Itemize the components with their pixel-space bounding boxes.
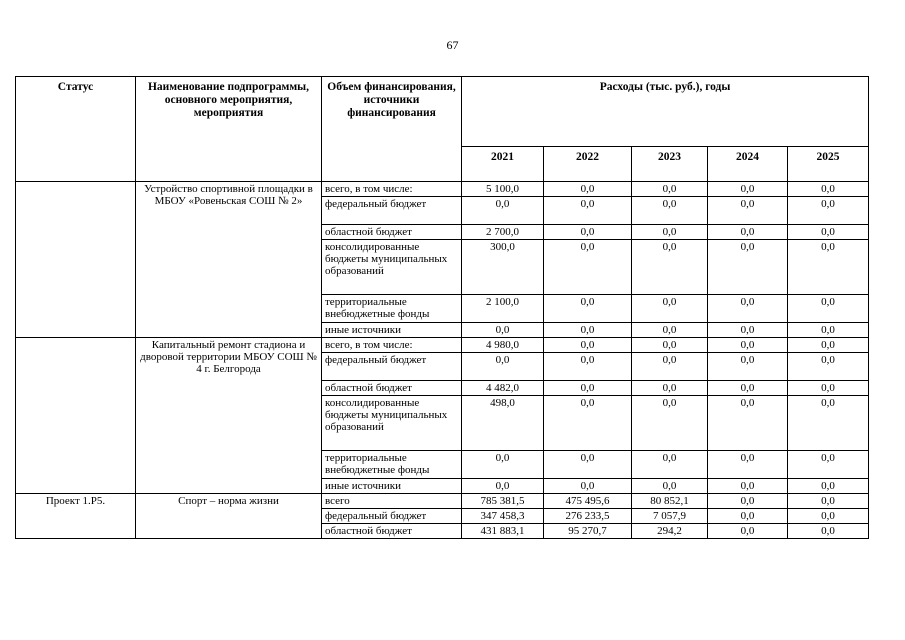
value-cell: 0,0 [788,295,869,323]
header-year: 2021 [462,147,544,182]
value-cell: 0,0 [544,240,632,295]
value-cell: 2 700,0 [462,225,544,240]
source-cell: территориальные внебюджетные фонды [322,295,462,323]
value-cell: 0,0 [788,225,869,240]
value-cell: 0,0 [544,295,632,323]
status-cell [16,338,136,494]
source-cell: областной бюджет [322,381,462,396]
value-cell: 0,0 [632,240,708,295]
value-cell: 0,0 [632,381,708,396]
header-year: 2022 [544,147,632,182]
value-cell: 0,0 [462,323,544,338]
value-cell: 475 495,6 [544,494,632,509]
value-cell: 0,0 [788,182,869,197]
value-cell: 4 482,0 [462,381,544,396]
value-cell: 0,0 [632,353,708,381]
value-cell: 0,0 [788,381,869,396]
value-cell: 347 458,3 [462,509,544,524]
value-cell: 785 381,5 [462,494,544,509]
value-cell: 95 270,7 [544,524,632,539]
page-number: 67 [446,38,459,52]
header-year: 2024 [708,147,788,182]
value-cell: 0,0 [788,396,869,451]
value-cell: 0,0 [632,451,708,479]
value-cell: 0,0 [788,524,869,539]
source-cell: всего, в том числе: [322,338,462,353]
value-cell: 0,0 [544,323,632,338]
value-cell: 0,0 [788,509,869,524]
status-cell: Проект 1.Р5. [16,494,136,539]
value-cell: 0,0 [788,494,869,509]
value-cell: 0,0 [708,451,788,479]
source-cell: консолидированные бюджеты муниципальных образований [322,396,462,451]
value-cell: 431 883,1 [462,524,544,539]
value-cell: 0,0 [788,197,869,225]
value-cell: 2 100,0 [462,295,544,323]
value-cell: 0,0 [708,295,788,323]
value-cell: 80 852,1 [632,494,708,509]
value-cell: 0,0 [708,494,788,509]
value-cell: 0,0 [708,240,788,295]
table-row [16,494,869,509]
value-cell: 0,0 [788,479,869,494]
value-cell: 0,0 [632,197,708,225]
value-cell: 0,0 [708,197,788,225]
value-cell: 0,0 [462,197,544,225]
value-cell: 0,0 [632,338,708,353]
value-cell: 0,0 [544,479,632,494]
measure-name-cell: Устройство спортивной площадки в МБОУ «Ровеньская СОШ № 2» [136,182,322,338]
source-cell: иные источники [322,323,462,338]
value-cell: 0,0 [708,479,788,494]
source-cell: всего [322,494,462,509]
measure-name-cell: Капитальный ремонт стадиона и дворовой территории МБОУ СОШ № 4 г. Белгорода [136,338,322,494]
value-cell: 0,0 [462,353,544,381]
value-cell: 7 057,9 [632,509,708,524]
value-cell: 0,0 [462,451,544,479]
value-cell: 0,0 [632,295,708,323]
value-cell: 0,0 [544,338,632,353]
value-cell: 0,0 [544,396,632,451]
value-cell: 0,0 [708,381,788,396]
value-cell: 300,0 [462,240,544,295]
value-cell: 0,0 [788,323,869,338]
value-cell: 0,0 [632,396,708,451]
header-year: 2025 [788,147,869,182]
source-cell: областной бюджет [322,225,462,240]
header-status: Статус [16,77,136,182]
value-cell: 0,0 [544,381,632,396]
value-cell: 0,0 [788,353,869,381]
value-cell: 0,0 [788,240,869,295]
value-cell: 0,0 [544,353,632,381]
status-cell [16,182,136,338]
value-cell: 0,0 [708,182,788,197]
measure-name-cell: Спорт – норма жизни [136,494,322,539]
value-cell: 0,0 [544,451,632,479]
value-cell: 0,0 [632,323,708,338]
value-cell: 4 980,0 [462,338,544,353]
header-volume: Объем финансирования, источники финансирования [322,77,462,182]
value-cell: 0,0 [708,323,788,338]
value-cell: 0,0 [544,197,632,225]
table-row [16,338,869,353]
value-cell: 0,0 [632,225,708,240]
source-cell: иные источники [322,479,462,494]
value-cell: 0,0 [788,338,869,353]
value-cell: 0,0 [708,396,788,451]
value-cell: 0,0 [708,524,788,539]
header-expenses: Расходы (тыс. руб.), годы [462,77,869,147]
source-cell: территориальные внебюджетные фонды [322,451,462,479]
value-cell: 294,2 [632,524,708,539]
source-cell: всего, в том числе: [322,182,462,197]
value-cell: 0,0 [708,338,788,353]
header-name: Наименование подпрограммы, основного мероприятия, мероприятия [136,77,322,182]
source-cell: консолидированные бюджеты муниципальных образований [322,240,462,295]
value-cell: 0,0 [544,225,632,240]
value-cell: 0,0 [708,225,788,240]
value-cell: 0,0 [462,479,544,494]
value-cell: 5 100,0 [462,182,544,197]
source-cell: областной бюджет [322,524,462,539]
value-cell: 0,0 [708,509,788,524]
source-cell: федеральный бюджет [322,353,462,381]
source-cell: федеральный бюджет [322,197,462,225]
table-row [16,182,869,197]
value-cell: 0,0 [632,479,708,494]
source-cell: федеральный бюджет [322,509,462,524]
value-cell: 498,0 [462,396,544,451]
value-cell: 0,0 [708,353,788,381]
budget-table [15,76,869,539]
value-cell: 276 233,5 [544,509,632,524]
value-cell: 0,0 [788,451,869,479]
value-cell: 0,0 [632,182,708,197]
header-year: 2023 [632,147,708,182]
value-cell: 0,0 [544,182,632,197]
